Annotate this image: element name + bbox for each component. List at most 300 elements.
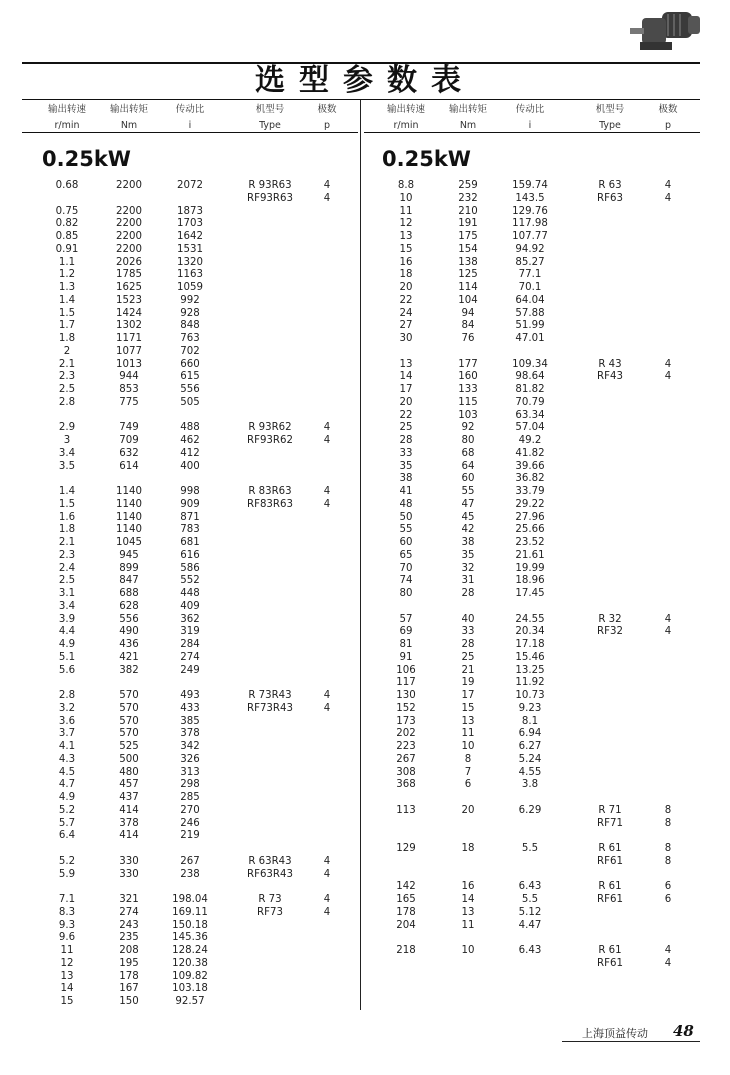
left-cell-ratio: 1059 xyxy=(177,282,203,293)
right-cell-speed: 130 xyxy=(396,690,416,701)
right-cell-speed: 13 xyxy=(399,231,413,242)
left-cell-torque: 2200 xyxy=(116,243,142,255)
left-cell-torque: 614 xyxy=(119,460,139,472)
left-cell-type: RF73 xyxy=(257,906,283,918)
left-cell-ratio: 145.36 xyxy=(172,932,208,944)
right-cell-torque: 115 xyxy=(458,396,478,408)
left-cell-type: RF83R63 xyxy=(247,498,293,510)
left-cell-ratio: 219 xyxy=(180,830,200,842)
left-cell-speed: 5.9 xyxy=(58,868,76,880)
left-cell-speed: 4.9 xyxy=(58,792,76,803)
right-cell-torque: 210 xyxy=(458,205,478,217)
left-cell-ratio: 462 xyxy=(180,435,200,446)
right-cell-speed: 27 xyxy=(399,320,413,332)
right-cell-ratio: 4.47 xyxy=(518,919,542,931)
right-cell-ratio: 81.82 xyxy=(515,384,545,395)
right-cell-torque: 38 xyxy=(461,537,475,548)
right-cell-torque: 40 xyxy=(461,613,475,625)
left-cell-type: RF93R63 xyxy=(247,192,293,204)
left-cell-speed: 11 xyxy=(60,945,74,956)
right-cell-ratio: 5.5 xyxy=(521,894,539,905)
left-cell-speed: 8.3 xyxy=(58,906,76,918)
left-cell-type: R 93R63 xyxy=(248,180,292,191)
left-cell-speed: 2.5 xyxy=(58,384,76,395)
right-cell-ratio: 5.5 xyxy=(521,843,539,854)
right-cell-speed: 12 xyxy=(399,218,413,230)
right-cell-ratio: 25.66 xyxy=(515,524,545,536)
left-cell-torque: 570 xyxy=(119,702,139,714)
right-cell-speed: 22 xyxy=(399,294,413,306)
right-cell-torque: 11 xyxy=(461,919,475,931)
right-cell-ratio: 39.66 xyxy=(515,460,545,472)
right-cell-speed: 267 xyxy=(396,753,416,765)
left-cell-ratio: 400 xyxy=(180,460,200,472)
left-cell-torque: 421 xyxy=(119,651,139,663)
left-cell-torque: 749 xyxy=(119,422,139,434)
right-cell-speed: 55 xyxy=(399,524,413,536)
left-cell-torque: 2200 xyxy=(116,180,142,191)
left-cell-ratio: 488 xyxy=(180,422,200,434)
right-cell-poles: 4 xyxy=(664,945,672,956)
left-cell-type: R 83R63 xyxy=(248,486,292,497)
right-cell-speed: 16 xyxy=(399,256,413,268)
right-cell-poles: 8 xyxy=(664,804,672,816)
left-cell-torque: 899 xyxy=(119,562,139,574)
right-header-ratio-unit: i xyxy=(528,120,532,131)
right-cell-ratio: 10.73 xyxy=(515,690,545,701)
right-cell-speed: 173 xyxy=(396,715,416,727)
left-cell-poles: 4 xyxy=(323,422,331,434)
left-header-speed-unit: r/min xyxy=(54,120,80,131)
left-cell-torque: 1302 xyxy=(116,320,142,332)
right-cell-type: RF61 xyxy=(597,957,623,969)
left-cell-torque: 1013 xyxy=(116,358,142,370)
left-cell-torque: 382 xyxy=(119,664,139,676)
right-cell-type: R 61 xyxy=(598,881,622,893)
left-cell-poles: 4 xyxy=(323,702,331,714)
right-cell-speed: 38 xyxy=(399,473,413,485)
right-cell-speed: 223 xyxy=(396,741,416,752)
left-cell-ratio: 103.18 xyxy=(172,983,208,995)
right-cell-torque: 232 xyxy=(458,192,478,204)
left-cell-speed: 15 xyxy=(60,996,74,1007)
page-title: 选型参数表 xyxy=(255,63,475,98)
left-cell-type: R 73 xyxy=(258,894,282,905)
left-cell-speed: 1.1 xyxy=(58,256,76,268)
left-cell-torque: 1523 xyxy=(116,294,142,306)
right-cell-torque: 125 xyxy=(458,269,478,281)
right-cell-ratio: 41.82 xyxy=(515,447,545,459)
left-cell-speed: 3.2 xyxy=(58,702,76,714)
left-cell-torque: 1077 xyxy=(116,345,142,357)
right-cell-type: RF61 xyxy=(597,855,623,867)
right-cell-torque: 47 xyxy=(461,498,475,510)
right-cell-ratio: 21.61 xyxy=(515,549,545,561)
right-cell-ratio: 27.96 xyxy=(515,511,545,523)
left-cell-torque: 570 xyxy=(119,690,139,701)
right-cell-speed: 178 xyxy=(396,906,416,918)
left-cell-speed: 1.6 xyxy=(58,511,76,523)
right-header-type-unit: Type xyxy=(599,120,621,131)
right-header-speed-unit: r/min xyxy=(393,120,419,131)
right-cell-speed: 368 xyxy=(396,779,416,791)
right-cell-poles: 6 xyxy=(664,894,672,905)
left-cell-speed: 1.3 xyxy=(58,282,76,293)
right-cell-torque: 45 xyxy=(461,511,475,523)
left-cell-speed: 5.6 xyxy=(58,664,76,676)
left-cell-torque: 2200 xyxy=(116,205,142,217)
right-cell-speed: 35 xyxy=(399,460,413,472)
right-cell-poles: 4 xyxy=(664,626,672,638)
right-cell-torque: 35 xyxy=(461,549,475,561)
right-cell-speed: 50 xyxy=(399,511,413,523)
left-cell-speed: 1.4 xyxy=(58,294,76,306)
left-cell-torque: 414 xyxy=(119,830,139,842)
right-cell-type: RF32 xyxy=(597,626,623,638)
left-cell-ratio: 505 xyxy=(180,396,200,408)
left-cell-type: RF93R62 xyxy=(247,435,293,446)
left-cell-speed: 2 xyxy=(63,345,71,357)
left-cell-poles: 4 xyxy=(323,192,331,204)
left-cell-torque: 1424 xyxy=(116,307,142,319)
right-cell-speed: 17 xyxy=(399,384,413,395)
right-cell-speed: 41 xyxy=(399,486,413,497)
right-cell-torque: 7 xyxy=(464,766,472,778)
left-cell-ratio: 660 xyxy=(180,358,200,370)
right-cell-torque: 10 xyxy=(461,945,475,956)
right-cell-speed: 15 xyxy=(399,243,413,255)
left-cell-speed: 6.4 xyxy=(58,830,76,842)
left-cell-torque: 208 xyxy=(119,945,139,956)
left-cell-speed: 0.82 xyxy=(55,218,79,230)
right-cell-poles: 8 xyxy=(664,843,672,854)
right-cell-poles: 8 xyxy=(664,817,672,829)
right-cell-speed: 20 xyxy=(399,396,413,408)
right-cell-poles: 4 xyxy=(664,358,672,370)
left-cell-torque: 945 xyxy=(119,549,139,561)
right-cell-torque: 13 xyxy=(461,906,475,918)
right-cell-type: R 63 xyxy=(598,180,622,191)
right-cell-torque: 94 xyxy=(461,307,475,319)
right-cell-ratio: 159.74 xyxy=(512,180,548,191)
right-cell-ratio: 8.1 xyxy=(521,715,539,727)
left-cell-poles: 4 xyxy=(323,855,331,867)
right-cell-torque: 60 xyxy=(461,473,475,485)
right-cell-speed: 10 xyxy=(399,192,413,204)
left-cell-ratio: 284 xyxy=(180,639,200,650)
left-cell-speed: 2.3 xyxy=(58,371,76,383)
left-cell-speed: 1.8 xyxy=(58,524,76,536)
right-cell-speed: 80 xyxy=(399,588,413,599)
left-cell-speed: 5.1 xyxy=(58,651,76,663)
right-power-heading: 0.25kW xyxy=(382,147,471,171)
right-cell-torque: 259 xyxy=(458,180,478,191)
left-cell-ratio: 552 xyxy=(180,575,200,587)
right-cell-speed: 18 xyxy=(399,269,413,281)
left-cell-ratio: 1873 xyxy=(177,205,203,217)
right-cell-torque: 55 xyxy=(461,486,475,497)
right-cell-torque: 104 xyxy=(458,294,478,306)
left-cell-ratio: 1320 xyxy=(177,256,203,268)
right-cell-ratio: 143.5 xyxy=(515,192,545,204)
right-cell-speed: 60 xyxy=(399,537,413,548)
left-cell-ratio: 556 xyxy=(180,384,200,395)
left-cell-poles: 4 xyxy=(323,894,331,905)
left-cell-poles: 4 xyxy=(323,690,331,701)
right-cell-speed: 202 xyxy=(396,728,416,740)
left-cell-speed: 2.9 xyxy=(58,422,76,434)
right-cell-speed: 28 xyxy=(399,435,413,446)
right-cell-ratio: 33.79 xyxy=(515,486,545,497)
right-cell-ratio: 70.1 xyxy=(518,282,542,293)
left-cell-torque: 195 xyxy=(119,957,139,969)
left-cell-ratio: 120.38 xyxy=(172,957,208,969)
left-cell-speed: 3.4 xyxy=(58,600,76,612)
left-cell-speed: 1.8 xyxy=(58,333,76,344)
left-cell-speed: 12 xyxy=(60,957,74,969)
left-cell-speed: 4.5 xyxy=(58,766,76,778)
left-cell-speed: 14 xyxy=(60,983,74,995)
left-cell-speed: 1.5 xyxy=(58,498,76,510)
right-cell-ratio: 98.64 xyxy=(515,371,545,383)
right-cell-ratio: 6.29 xyxy=(518,804,542,816)
right-cell-speed: 152 xyxy=(396,702,416,714)
left-cell-type: RF63R43 xyxy=(247,868,293,880)
left-cell-ratio: 871 xyxy=(180,511,200,523)
left-cell-ratio: 586 xyxy=(180,562,200,574)
left-cell-torque: 178 xyxy=(119,970,139,982)
right-cell-type: R 32 xyxy=(598,613,622,625)
left-header-torque-unit: Nm xyxy=(120,120,138,131)
left-cell-speed: 2.1 xyxy=(58,358,76,370)
right-cell-ratio: 5.12 xyxy=(518,906,542,918)
left-cell-ratio: 285 xyxy=(180,792,200,803)
right-cell-ratio: 11.92 xyxy=(515,677,545,689)
left-cell-torque: 525 xyxy=(119,741,139,752)
right-cell-ratio: 51.99 xyxy=(515,320,545,332)
left-cell-torque: 2200 xyxy=(116,218,142,230)
right-cell-type: RF63 xyxy=(597,192,623,204)
right-cell-speed: 65 xyxy=(399,549,413,561)
left-cell-ratio: 409 xyxy=(180,600,200,612)
left-cell-ratio: 928 xyxy=(180,307,200,319)
left-cell-ratio: 998 xyxy=(180,486,200,497)
right-cell-ratio: 13.25 xyxy=(515,664,545,676)
left-cell-ratio: 783 xyxy=(180,524,200,536)
right-cell-torque: 21 xyxy=(461,664,475,676)
left-cell-ratio: 249 xyxy=(180,664,200,676)
left-header-ratio-unit: i xyxy=(188,120,192,131)
right-header-speed: 输出转速 xyxy=(386,104,425,115)
left-cell-ratio: 274 xyxy=(180,651,200,663)
left-cell-ratio: 342 xyxy=(180,741,200,752)
right-header-poles-unit: p xyxy=(664,120,672,131)
left-cell-speed: 4.9 xyxy=(58,639,76,650)
right-cell-torque: 18 xyxy=(461,843,475,854)
left-cell-ratio: 992 xyxy=(180,294,200,306)
footer-rule xyxy=(562,1041,700,1042)
right-cell-ratio: 57.88 xyxy=(515,307,545,319)
left-cell-poles: 4 xyxy=(323,435,331,446)
left-cell-torque: 847 xyxy=(119,575,139,587)
right-cell-ratio: 6.94 xyxy=(518,728,542,740)
left-cell-ratio: 448 xyxy=(180,588,200,599)
left-cell-ratio: 1703 xyxy=(177,218,203,230)
right-cell-torque: 84 xyxy=(461,320,475,332)
right-cell-speed: 13 xyxy=(399,358,413,370)
left-cell-speed: 2.3 xyxy=(58,549,76,561)
right-cell-ratio: 107.77 xyxy=(512,231,548,242)
left-cell-speed: 2.4 xyxy=(58,562,76,574)
left-cell-torque: 330 xyxy=(119,868,139,880)
left-cell-torque: 1140 xyxy=(116,486,142,497)
left-cell-ratio: 681 xyxy=(180,537,200,548)
right-cell-torque: 42 xyxy=(461,524,475,536)
right-cell-poles: 4 xyxy=(664,613,672,625)
right-header-torque-unit: Nm xyxy=(459,120,477,131)
left-cell-torque: 321 xyxy=(119,894,139,905)
right-cell-speed: 204 xyxy=(396,919,416,931)
right-cell-ratio: 77.1 xyxy=(518,269,542,281)
right-cell-torque: 25 xyxy=(461,651,475,663)
left-header-poles-unit: p xyxy=(323,120,331,131)
left-cell-torque: 1140 xyxy=(116,498,142,510)
left-cell-speed: 4.3 xyxy=(58,753,76,765)
right-cell-type: R 71 xyxy=(598,804,622,816)
right-cell-speed: 91 xyxy=(399,651,413,663)
right-cell-torque: 32 xyxy=(461,562,475,574)
left-cell-speed: 13 xyxy=(60,970,74,982)
left-cell-speed: 0.75 xyxy=(55,205,79,217)
left-cell-ratio: 326 xyxy=(180,753,200,765)
right-cell-torque: 175 xyxy=(458,231,478,242)
right-header-torque: 输出转矩 xyxy=(448,104,487,115)
right-cell-speed: 24 xyxy=(399,307,413,319)
left-cell-ratio: 433 xyxy=(180,702,200,714)
left-cell-torque: 378 xyxy=(119,817,139,829)
left-cell-speed: 5.2 xyxy=(58,855,76,867)
left-cell-ratio: 493 xyxy=(180,690,200,701)
right-cell-torque: 8 xyxy=(464,753,472,765)
left-cell-torque: 709 xyxy=(119,435,139,446)
left-cell-speed: 3 xyxy=(63,435,71,446)
left-cell-ratio: 319 xyxy=(180,626,200,638)
right-cell-speed: 11 xyxy=(399,205,413,217)
right-cell-torque: 10 xyxy=(461,741,475,752)
left-cell-torque: 556 xyxy=(119,613,139,625)
left-cell-type: R 73R43 xyxy=(248,690,292,701)
right-cell-torque: 33 xyxy=(461,626,475,638)
right-cell-ratio: 63.34 xyxy=(515,409,545,421)
left-cell-speed: 9.6 xyxy=(58,932,76,944)
left-cell-ratio: 267 xyxy=(180,855,200,867)
title-rule xyxy=(22,99,700,100)
left-cell-ratio: 385 xyxy=(180,715,200,727)
right-cell-torque: 20 xyxy=(461,804,475,816)
left-cell-speed: 2.8 xyxy=(58,690,76,701)
left-cell-torque: 480 xyxy=(119,766,139,778)
right-cell-ratio: 20.34 xyxy=(515,626,545,638)
left-cell-speed: 0.91 xyxy=(55,243,79,255)
left-cell-poles: 4 xyxy=(323,486,331,497)
left-cell-torque: 632 xyxy=(119,447,139,459)
left-cell-ratio: 362 xyxy=(180,613,200,625)
left-cell-torque: 150 xyxy=(119,996,139,1007)
left-cell-torque: 243 xyxy=(119,919,139,931)
left-cell-speed: 1.4 xyxy=(58,486,76,497)
left-cell-ratio: 92.57 xyxy=(175,996,205,1007)
right-cell-torque: 6 xyxy=(464,779,472,791)
left-cell-poles: 4 xyxy=(323,498,331,510)
right-cell-ratio: 64.04 xyxy=(515,294,545,306)
left-cell-ratio: 298 xyxy=(180,779,200,791)
left-cell-torque: 688 xyxy=(119,588,139,599)
right-cell-speed: 81 xyxy=(399,639,413,650)
left-cell-ratio: 378 xyxy=(180,728,200,740)
gear-motor-illustration xyxy=(628,4,702,54)
left-header-poles: 极数 xyxy=(317,104,337,115)
left-cell-ratio: 270 xyxy=(180,804,200,816)
left-header-type: 机型号 xyxy=(255,104,285,115)
right-cell-torque: 92 xyxy=(461,422,475,434)
left-cell-torque: 628 xyxy=(119,600,139,612)
left-cell-ratio: 1642 xyxy=(177,231,203,242)
right-header-rule xyxy=(364,132,700,133)
left-cell-ratio: 150.18 xyxy=(172,919,208,931)
left-cell-torque: 570 xyxy=(119,715,139,727)
left-cell-ratio: 169.11 xyxy=(172,906,208,918)
left-cell-ratio: 128.24 xyxy=(172,945,208,956)
left-cell-ratio: 615 xyxy=(180,371,200,383)
left-header-speed: 输出转速 xyxy=(47,104,86,115)
left-cell-torque: 1171 xyxy=(116,333,142,344)
left-cell-torque: 274 xyxy=(119,906,139,918)
right-cell-speed: 33 xyxy=(399,447,413,459)
right-cell-type: RF43 xyxy=(597,371,623,383)
right-cell-speed: 70 xyxy=(399,562,413,574)
right-cell-ratio: 109.34 xyxy=(512,358,548,370)
left-cell-torque: 437 xyxy=(119,792,139,803)
right-cell-torque: 64 xyxy=(461,460,475,472)
left-cell-speed: 2.1 xyxy=(58,537,76,548)
left-cell-speed: 0.85 xyxy=(55,231,79,242)
left-cell-poles: 4 xyxy=(323,906,331,918)
right-cell-speed: 106 xyxy=(396,664,416,676)
left-cell-ratio: 109.82 xyxy=(172,970,208,982)
right-cell-speed: 165 xyxy=(396,894,416,905)
left-cell-torque: 1140 xyxy=(116,511,142,523)
left-cell-speed: 1.5 xyxy=(58,307,76,319)
left-header-torque: 输出转矩 xyxy=(109,104,148,115)
right-cell-speed: 25 xyxy=(399,422,413,434)
right-cell-ratio: 17.18 xyxy=(515,639,545,650)
right-cell-speed: 14 xyxy=(399,371,413,383)
right-cell-ratio: 24.55 xyxy=(515,613,545,625)
right-header-poles: 极数 xyxy=(658,104,678,115)
left-cell-ratio: 2072 xyxy=(177,180,203,191)
right-cell-torque: 76 xyxy=(461,333,475,344)
right-cell-torque: 17 xyxy=(461,690,475,701)
right-cell-speed: 74 xyxy=(399,575,413,587)
right-cell-speed: 57 xyxy=(399,613,413,625)
left-cell-torque: 457 xyxy=(119,779,139,791)
left-cell-torque: 570 xyxy=(119,728,139,740)
left-cell-speed: 3.4 xyxy=(58,447,76,459)
right-cell-ratio: 47.01 xyxy=(515,333,545,344)
right-cell-torque: 103 xyxy=(458,409,478,421)
right-cell-speed: 30 xyxy=(399,333,413,344)
left-cell-ratio: 763 xyxy=(180,333,200,344)
